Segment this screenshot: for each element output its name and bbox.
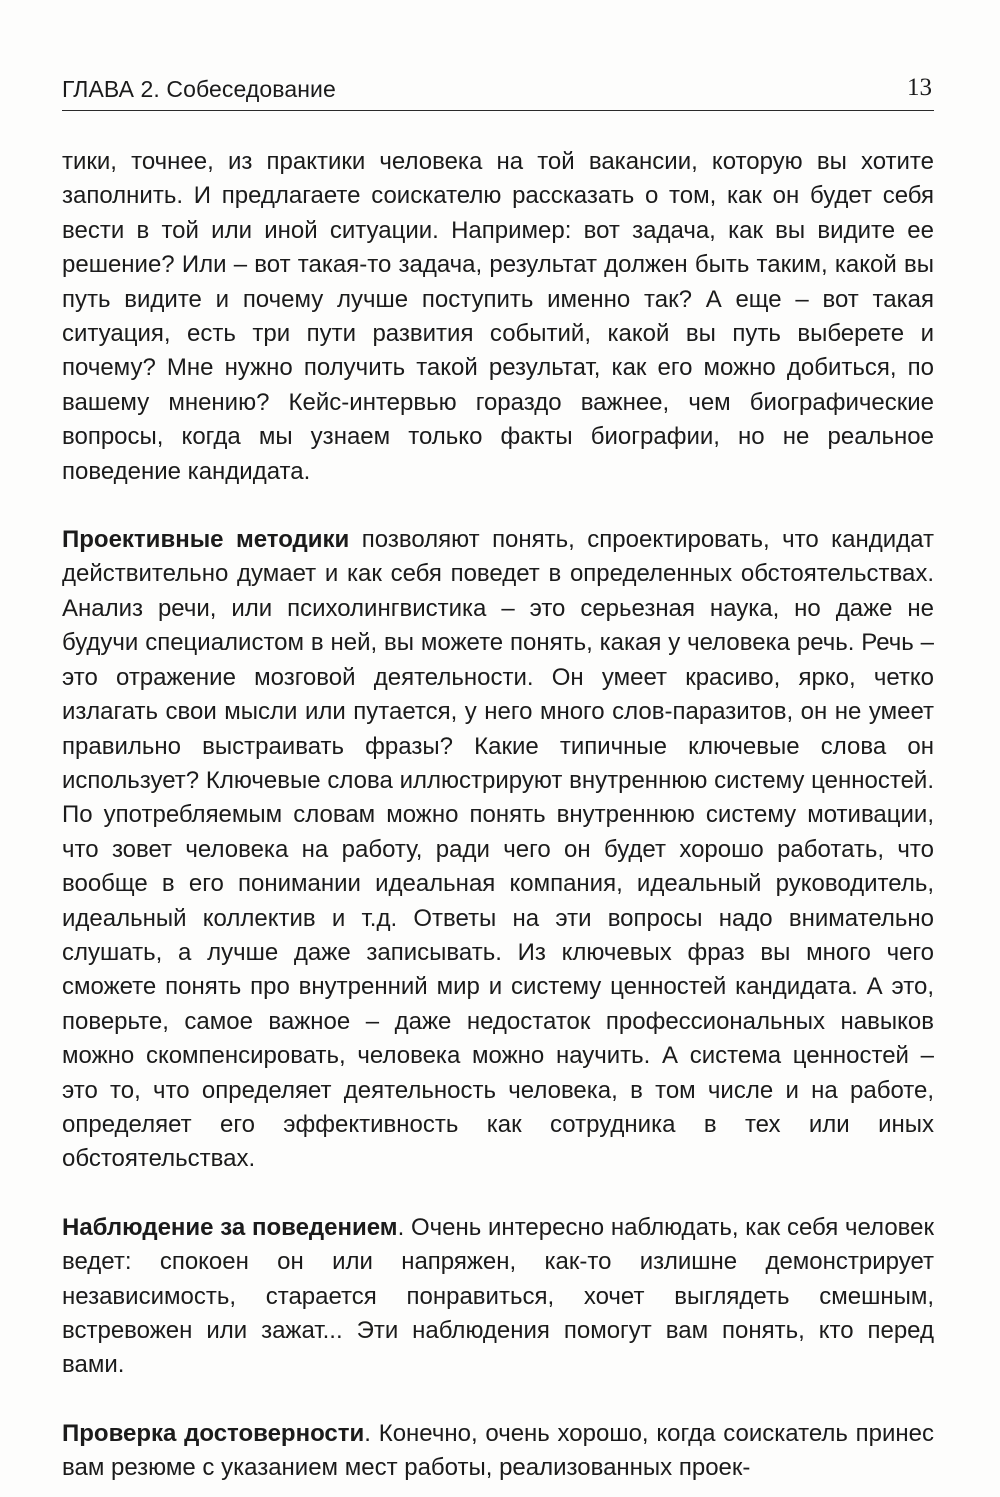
paragraph-reliability-check [62,1417,934,1486]
paragraph-lead-heading: Наблюдение за поведением [62,1213,398,1241]
paragraph-text: позволяют понять, спроектировать, что кандидат действительно думает и как себя поведет в определенных обстоятельствах. Анализ речи, или психолингвистика – это серьезная наука, но даже не будучи специалистом в ней, вы можете понять, какая у человека речь. Речь – это отражение мозговой деятельности. Он умеет красиво, ярко, четко излагать свои мысли или путается, у него много слов-паразитов, он не умеет правильно выстраивать фразы? Какие типичные ключевые слова он использует? Ключевые слова иллюстрируют внутреннюю систему ценностей. По употребляемым словам можно понять внутреннюю систему мотивации, что зовет человека на работу, ради чего он будет хорошо работать, что вообще в его понимании идеальная компания, идеальный руководитель, идеальный коллектив и т.д. Ответы на эти вопросы надо внимательно слушать, а лучше даже записывать. Из ключевых фраз вы много чего сможете понять про внутренний мир и систему ценностей кандидата. А это, поверьте, самое важное – даже недостаток профессиональных навыков можно скомпенсировать, человека можно научить. А система ценностей – это то, что определяет деятельность человека, в том числе и на работе, определяет его эффективность как сотрудника в тех или иных обстоятельствах. [62,526,934,1173]
paragraph-text: . Очень интересно наблюдать, как себя человек ведет: спокоен он или напряжен, как-то излишне демонстрирует независимость, старается понравиться, хочет выглядеть смешным, встревожен или зажат... Эти наблюдения помогут вам понять, кто перед вами. [62,1213,934,1379]
paragraph-projective-methods [62,523,934,1177]
paragraph-lead-heading: Проективные методики [62,526,350,554]
body-text [62,145,934,1486]
paragraph-text: . Конечно, очень хорошо, когда соискатель принес вам резюме с указанием мест работы, реализованных проек- [62,1419,934,1482]
paragraph-case-interview [62,145,934,489]
page-number: 13 [907,74,932,101]
paragraph-lead-heading: Проверка достоверности [62,1419,365,1447]
running-header [62,70,934,111]
paragraph-behavior-observation [62,1211,934,1383]
paragraph-text: тики, точнее, из практики человека на той вакансии, которую вы хотите заполнить. И предлагаете соискателю рассказать о том, как он будет себя вести в той или иной ситуации. Например: вот задача, как вы видите ее решение? Или – вот такая-то задача, результат должен быть таким, какой вы путь видите и почему лучше поступить именно так? А еще – вот такая ситуация, есть три пути развития событий, какой вы путь выберете и почему? Мне нужно получить такой результат, как его можно добиться, по вашему мнению? Кейс-интервью гораздо важнее, чем биографические вопросы, когда мы узнаем только факты биографии, но не реальное поведение кандидата. [62,148,934,485]
chapter-title: ГЛАВА 2. Собеседование [62,76,336,102]
